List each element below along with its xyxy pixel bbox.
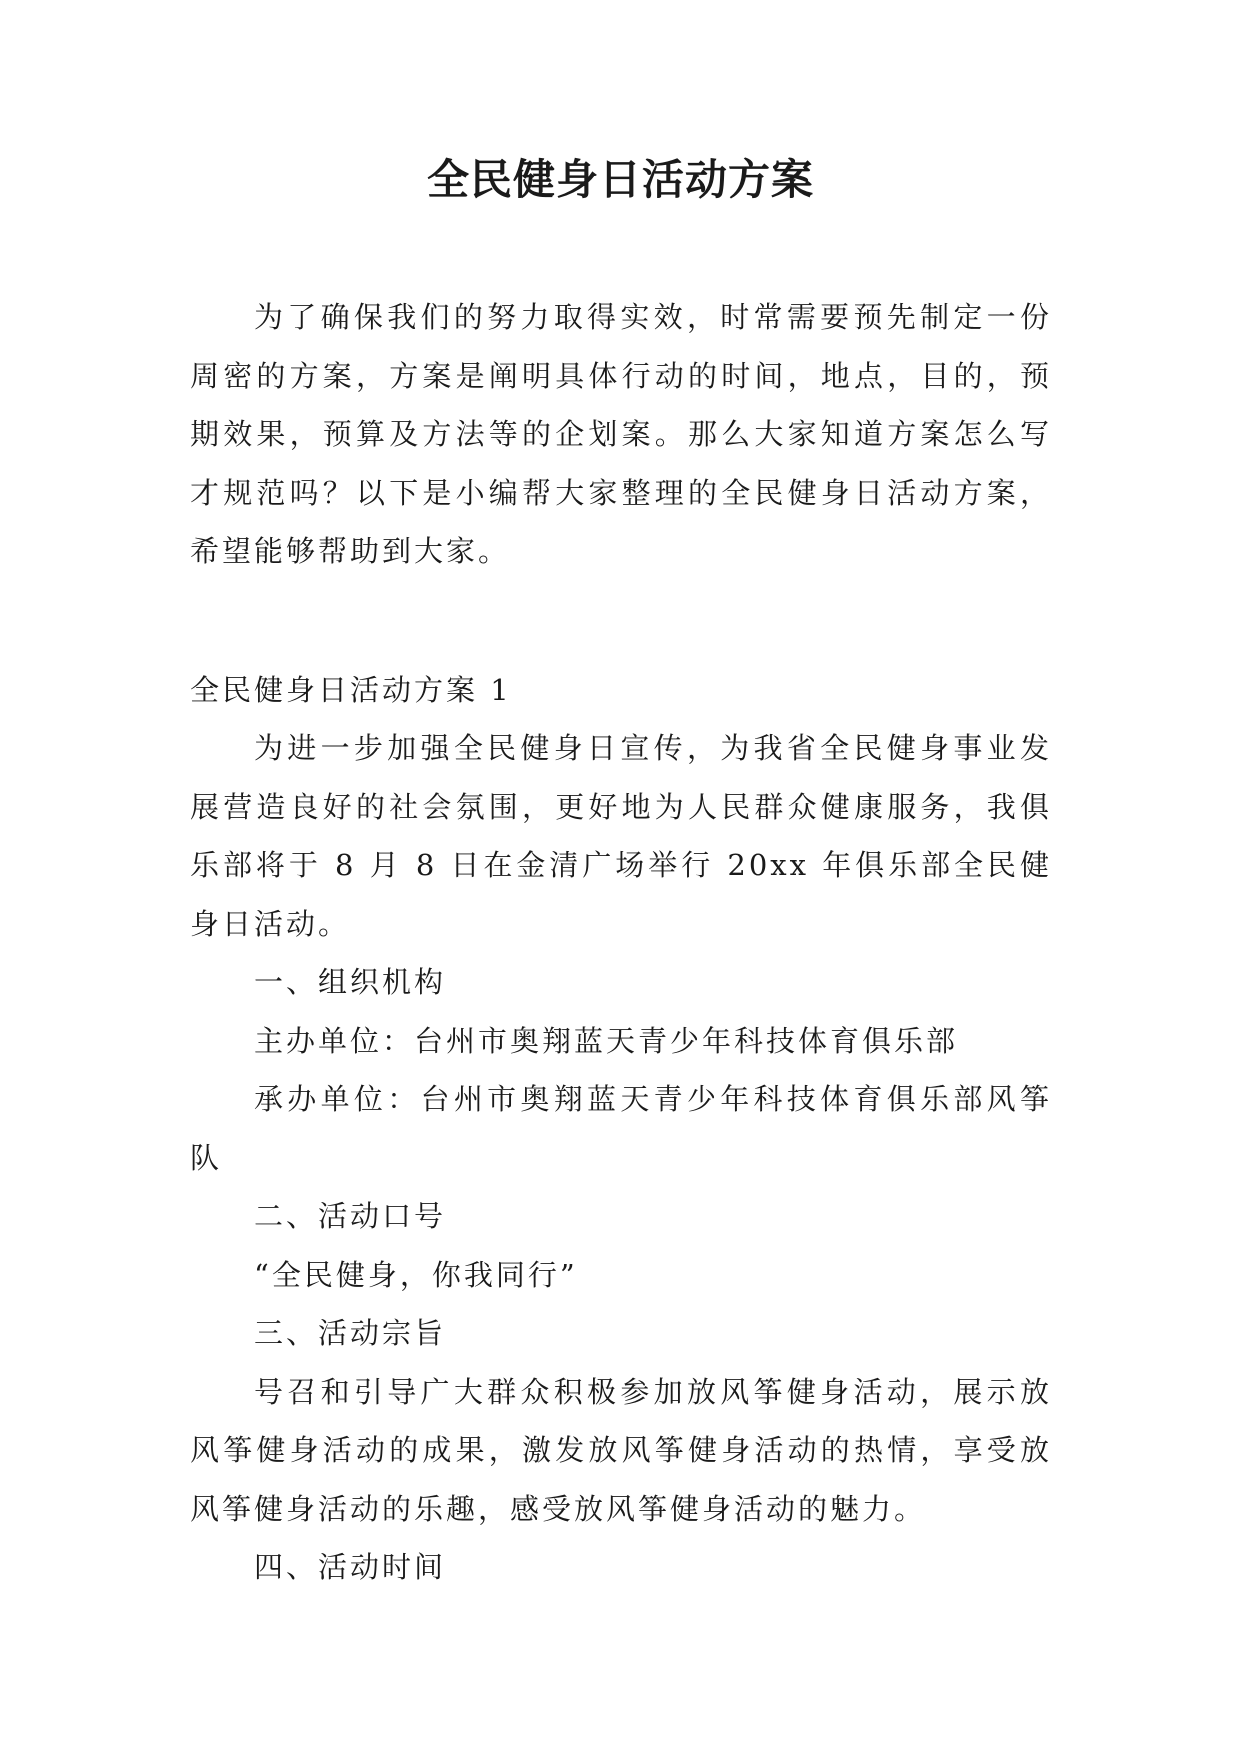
intro-paragraph: 为了确保我们的努力取得实效，时常需要预先制定一份周密的方案，方案是阐明具体行动的时间，地点，目的，预期效果，预算及方法等的企划案。那么大家知道方案怎么写才规范吗？以下是小编帮大家整理的全民健身日活动方案，希望能够帮助到大家。	[190, 300, 1052, 568]
document-title: 全民健身日活动方案	[426, 155, 814, 204]
organizer-unit: 承办单位：台州市奥翔蓝天青少年科技体育俱乐部风筝队	[190, 1082, 1052, 1175]
paragraph-gap	[190, 581, 1052, 661]
section-heading: 全民健身日活动方案 1	[190, 672, 512, 707]
heading-slogan: 二、活动口号	[254, 1199, 447, 1233]
slogan-text: “全民健身，你我同行”	[254, 1257, 578, 1292]
body-paragraph: 为进一步加强全民健身日宣传，为我省全民健身事业发展营造良好的社会氛围，更好地为人民群众健康服务，我俱乐部将于 8 月 8 日在金清广场举行 20xx 年俱乐部全民健身日活动。	[190, 731, 1052, 941]
document-body	[190, 288, 1052, 1597]
heading-time: 四、活动时间	[254, 1550, 447, 1584]
heading-purpose: 三、活动宗旨	[254, 1316, 447, 1350]
host-unit: 主办单位：台州市奥翔蓝天青少年科技体育俱乐部	[254, 1023, 959, 1058]
heading-organization: 一、组织机构	[254, 965, 447, 999]
purpose-paragraph: 号召和引导广大群众积极参加放风筝健身活动，展示放风筝健身活动的成果，激发放风筝健身活动的热情，享受放风筝健身活动的乐趣，感受放风筝健身活动的魅力。	[190, 1374, 1052, 1526]
